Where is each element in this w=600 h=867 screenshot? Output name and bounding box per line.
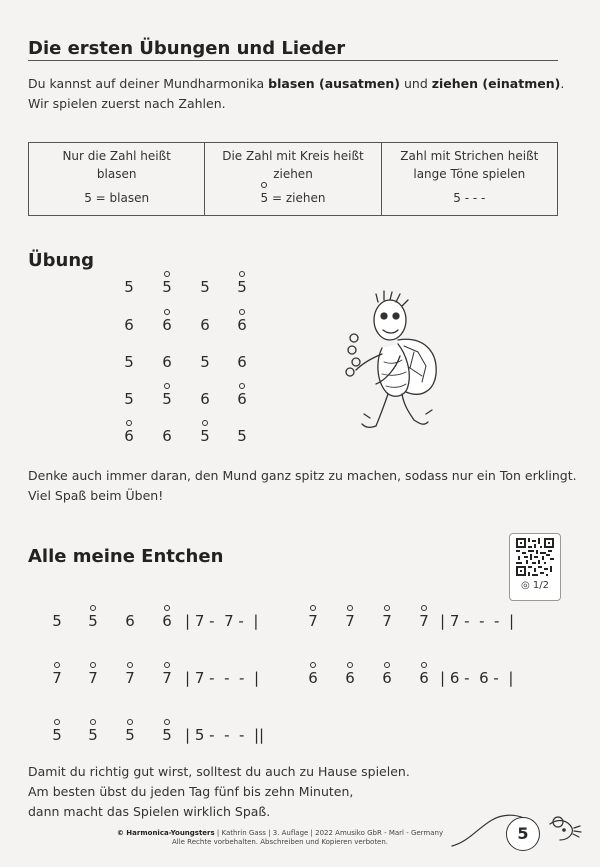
exercise-tip (28, 466, 588, 506)
song-heading: Alle meine Entchen (28, 546, 224, 567)
blow-note (160, 353, 174, 371)
draw-note (235, 316, 249, 334)
note-number: 5 (125, 726, 135, 744)
draw-circle-icon (164, 605, 170, 611)
note-number: 5 (124, 390, 134, 408)
note-number: 7 (162, 669, 172, 687)
key-cell-line: blasen (96, 167, 137, 181)
draw-note (343, 669, 357, 687)
key-cell-long (381, 143, 557, 216)
blow-note (160, 427, 174, 445)
key-cell-example: 5 = blasen (84, 191, 150, 205)
note-number: 6 (162, 353, 172, 371)
draw-circle-icon (164, 662, 170, 668)
qr-code-box[interactable] (509, 533, 561, 601)
note-number: 6 (124, 427, 134, 445)
draw-circle-icon (90, 605, 96, 611)
intro-blow-term: blasen (ausatmen) (268, 76, 401, 91)
footer-line1: | Kathrin Gass | 3. Auflage | 2022 Amusiko GbR - Marl - Germany (214, 829, 444, 837)
qr-code-icon (516, 538, 554, 576)
blow-note (235, 427, 249, 445)
note-number: 5 (52, 726, 62, 744)
note-number: 6 (162, 316, 172, 334)
note-number: 6 (237, 316, 247, 334)
blow-note (122, 316, 136, 334)
note-number: 7 (125, 669, 135, 687)
draw-circle-icon (90, 719, 96, 725)
draw-note (86, 726, 100, 744)
blow-note (123, 612, 137, 630)
note-number: 6 (345, 669, 355, 687)
blow-note (235, 353, 249, 371)
outro-line: dann macht das Spielen wirklich Spaß. (28, 804, 271, 819)
note-number: 5 (124, 278, 134, 296)
intro-text (28, 74, 568, 114)
draw-circle-icon (164, 383, 170, 389)
bar-segment: | 5 - - - || (185, 726, 265, 744)
draw-circle-icon (127, 662, 133, 668)
draw-circle-icon (347, 605, 353, 611)
note-number: 6 (237, 353, 247, 371)
note-number: 5 (88, 726, 98, 744)
draw-circle-icon (239, 383, 245, 389)
draw-circle-icon (54, 662, 60, 668)
draw-circle-icon (261, 182, 267, 188)
draw-note (160, 316, 174, 334)
note-number: 5 (162, 390, 172, 408)
draw-note (417, 612, 431, 630)
draw-note (50, 726, 64, 744)
draw-circle-icon (164, 309, 170, 315)
note-number: 6 (162, 612, 172, 630)
blow-note (122, 278, 136, 296)
draw-note (160, 669, 174, 687)
key-cell-blow (29, 143, 205, 216)
note-number: 6 (419, 669, 429, 687)
key-cell-draw (205, 143, 381, 216)
outro-line: Damit du richtig gut wirst, solltest du auch zu Hause spielen. (28, 764, 410, 779)
note-number: 6 (200, 316, 210, 334)
note-number: 6 (162, 427, 172, 445)
draw-note (306, 612, 320, 630)
draw-note (343, 612, 357, 630)
blow-note (198, 278, 212, 296)
draw-circle-icon (310, 662, 316, 668)
note-number: 6 (124, 316, 134, 334)
draw-circle-icon (239, 271, 245, 277)
draw-circle-icon (384, 605, 390, 611)
note-number: 7 (308, 612, 318, 630)
draw-note (160, 612, 174, 630)
note-number: 6 (308, 669, 318, 687)
note-number: 5 (124, 353, 134, 371)
note-number: 5 (88, 612, 98, 630)
note-number: 7 (345, 612, 355, 630)
blow-note (198, 316, 212, 334)
intro-line2: Wir spielen zuerst nach Zahlen. (28, 96, 226, 111)
audio-track-number: 1/2 (532, 580, 549, 591)
audio-disc-icon: ◎ (520, 580, 530, 591)
draw-note (380, 612, 394, 630)
draw-note (198, 427, 212, 445)
note-number: 5 (200, 278, 210, 296)
intro-part: . (560, 76, 565, 91)
draw-circle-icon (384, 662, 390, 668)
draw-note (86, 612, 100, 630)
draw-circle-icon (164, 271, 170, 277)
key-cell-line: ziehen (273, 167, 313, 181)
intro-part: Du kannst auf deiner Mundharmonika (28, 76, 269, 91)
key-cell-line: Nur die Zahl heißt (62, 149, 171, 163)
note-number: 7 (419, 612, 429, 630)
note-number: 5 (162, 726, 172, 744)
footer (60, 829, 500, 847)
blow-note (198, 353, 212, 371)
draw-note (123, 669, 137, 687)
audio-track-label (510, 580, 560, 591)
draw-note (235, 278, 249, 296)
draw-circle-icon (421, 605, 427, 611)
tip-line: Viel Spaß beim Üben! (28, 488, 164, 503)
draw-note (160, 278, 174, 296)
key-cell-line: Die Zahl mit Kreis heißt (222, 149, 364, 163)
key-cell-example-text: = ziehen (268, 191, 326, 205)
intro-part: und (400, 76, 432, 91)
note-number: 5 (162, 278, 172, 296)
note-number: 7 (382, 612, 392, 630)
note-number: 6 (382, 669, 392, 687)
page-title: Die ersten Übungen und Lieder (28, 38, 346, 59)
draw-note (160, 390, 174, 408)
draw-note (306, 669, 320, 687)
note-number: 6 (125, 612, 135, 630)
draw-circle-icon (127, 719, 133, 725)
note-number: 5 (237, 427, 247, 445)
key-cell-example (209, 189, 376, 207)
note-number: 7 (88, 669, 98, 687)
footer-line2: Alle Rechte vorbehalten. Abschreiben und Kopieren verboten. (171, 838, 389, 846)
draw-circle-icon (347, 662, 353, 668)
draw-note (380, 669, 394, 687)
draw-circle-icon (90, 662, 96, 668)
bar-segment: | 6 - 6 - | (440, 669, 514, 687)
key-cell-line: Zahl mit Strichen heißt (400, 149, 539, 163)
footer-brand: © Harmonica-Youngsters (116, 829, 215, 837)
outro-line: Am besten übst du jeden Tag fünf bis zehn Minuten, (28, 784, 354, 799)
notation-key-table (28, 142, 558, 216)
intro-draw-term: ziehen (einatmen) (431, 76, 561, 91)
note-number: 5 (200, 427, 210, 445)
bar-segment: | 7 - 7 - | (185, 612, 259, 630)
tip-line: Denke auch immer daran, den Mund ganz spitz zu machen, sodass nur ein Ton erklingt. (28, 468, 577, 483)
draw-note (235, 390, 249, 408)
draw-note (122, 427, 136, 445)
note-number: 7 (52, 669, 62, 687)
draw-circle-icon (310, 605, 316, 611)
exercise-heading: Übung (28, 250, 95, 271)
key-cell-example: 5 - - - (453, 191, 486, 205)
draw-circle-icon (421, 662, 427, 668)
turtle-juggling-icon (330, 288, 445, 438)
page-number: 5 (506, 817, 540, 851)
bar-segment: | 7 - - - | (185, 669, 260, 687)
title-rule (28, 60, 558, 61)
draw-note (417, 669, 431, 687)
draw-note (86, 669, 100, 687)
bar-segment: | 7 - - - | (440, 612, 515, 630)
draw-circle-icon (202, 420, 208, 426)
blow-note (198, 390, 212, 408)
blow-note (50, 612, 64, 630)
draw-circle-icon (164, 719, 170, 725)
blow-note (122, 390, 136, 408)
note-number: 5 (200, 353, 210, 371)
draw-circle-icon (54, 719, 60, 725)
key-cell-line: lange Töne spielen (413, 167, 526, 181)
draw-note (160, 726, 174, 744)
draw-circle-icon (126, 420, 132, 426)
note-number: 6 (200, 390, 210, 408)
note-number: 5 (52, 612, 62, 630)
draw-note (123, 726, 137, 744)
draw-note (50, 669, 64, 687)
draw-note (261, 189, 269, 207)
blow-note (122, 353, 136, 371)
draw-circle-icon (239, 309, 245, 315)
note-number: 5 (237, 278, 247, 296)
note-number: 6 (237, 390, 247, 408)
note-number: 5 (260, 191, 269, 205)
